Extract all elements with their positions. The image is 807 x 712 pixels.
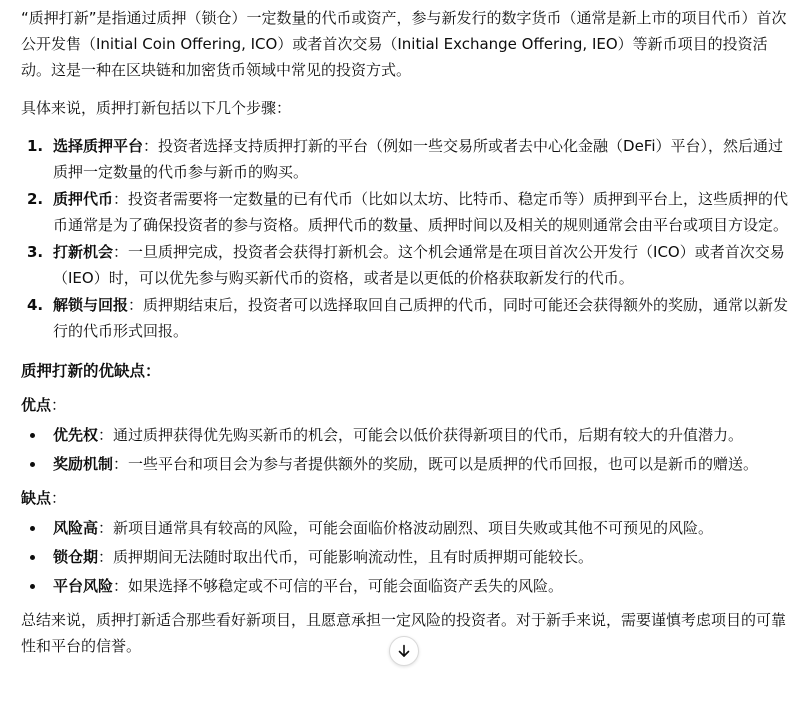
intro-paragraph: “质押打新”是指通过质押（锁仓）一定数量的代币或资产，参与新发行的数字货币（通常是新上市的项目代币）首次公开发售（Initial Coin Offering, ICO）或者首次交易（Initial Exchange Offering, IEO）等新币项目的投资活动。这是一种在区块链和加密货币领域中常见的投资方式。 — [21, 9, 787, 79]
step-title: 选择质押平台 — [53, 137, 144, 155]
cons-item-title: 风险高 — [53, 519, 99, 537]
steps-list — [21, 133, 793, 344]
pros-item-title: 奖励机制 — [53, 455, 114, 473]
step-number: 4. — [27, 296, 44, 314]
bullet-dot-icon — [30, 433, 35, 438]
cons-item — [21, 573, 793, 599]
colon: ： — [51, 396, 67, 414]
pros-item — [21, 422, 793, 448]
bullet-dot-icon — [30, 526, 35, 531]
step-text: ：质押期结束后，投资者可以选择取回自己质押的代币，同时可能还会获得额外的奖励，通常以新发行的代币形式回报。 — [53, 296, 789, 340]
cons-label: 缺点 — [21, 489, 52, 507]
step-title: 解锁与回报 — [53, 296, 129, 314]
step-number: 1. — [27, 137, 44, 155]
step-item — [21, 186, 793, 238]
pros-item-text: ：通过质押获得优先购买新币的机会，可能会以低价获得新项目的代币，后期有较大的升值潜力。 — [98, 426, 744, 444]
step-number: 2. — [27, 190, 44, 208]
cons-item-title: 锁仓期 — [53, 548, 99, 566]
step-item — [21, 239, 793, 291]
colon: ： — [51, 489, 67, 507]
step-text: ：一旦质押完成，投资者会获得打新机会。这个机会通常是在项目首次公开发行（ICO）或者首次交易（IEO）时，可以优先参与购买新代币的资格，或者是以更低的价格获取新发行的代币。 — [53, 243, 785, 287]
cons-label-line — [21, 485, 793, 511]
cons-item-title: 平台风险 — [53, 577, 114, 595]
pros-list — [21, 422, 793, 477]
cons-item-text: ：质押期间无法随时取出代币，可能影响流动性，且有时质押期可能较长。 — [98, 548, 594, 566]
scroll-to-bottom-button[interactable] — [389, 636, 419, 666]
pros-cons-heading: 质押打新的优缺点： — [21, 362, 161, 380]
steps-lead-paragraph: 具体来说，质押打新包括以下几个步骤： — [21, 99, 292, 117]
bullet-dot-icon — [30, 462, 35, 467]
step-item — [21, 133, 793, 185]
step-title: 质押代币 — [53, 190, 114, 208]
step-item — [21, 292, 793, 344]
chat-message-content — [21, 5, 793, 659]
cons-list — [21, 515, 793, 599]
pros-label-line — [21, 392, 793, 418]
bullet-dot-icon — [30, 584, 35, 589]
step-number: 3. — [27, 243, 44, 261]
pros-item — [21, 451, 793, 477]
step-text: ：投资者选择支持质押打新的平台（例如一些交易所或者去中心化金融（DeFi）平台），然后通过质押一定数量的代币参与新币的购买。 — [53, 137, 784, 181]
cons-item — [21, 515, 793, 541]
pros-label: 优点 — [21, 396, 52, 414]
cons-item-text: ：如果选择不够稳定或不可信的平台，可能会面临资产丢失的风险。 — [113, 577, 564, 595]
step-text: ：投资者需要将一定数量的已有代币（比如以太坊、比特币、稳定币等）质押到平台上，这些质押的代币通常是为了确保投资者的参与资格。质押代币的数量、质押时间以及相关的规则通常会由平台或项目方设定。 — [53, 190, 789, 234]
pros-item-title: 优先权 — [53, 426, 99, 444]
step-title: 打新机会 — [53, 243, 114, 261]
cons-item — [21, 544, 793, 570]
arrow-down-icon — [396, 643, 412, 659]
summary-paragraph: 总结来说，质押打新适合那些看好新项目，且愿意承担一定风险的投资者。对于新手来说，需要谨慎考虑项目的可靠性和平台的信誉。 — [21, 611, 787, 655]
pros-item-text: ：一些平台和项目会为参与者提供额外的奖励，既可以是质押的代币回报，也可以是新币的赠送。 — [113, 455, 759, 473]
bullet-dot-icon — [30, 555, 35, 560]
cons-item-text: ：新项目通常具有较高的风险，可能会面临价格波动剧烈、项目失败或其他不可预见的风险。 — [98, 519, 714, 537]
